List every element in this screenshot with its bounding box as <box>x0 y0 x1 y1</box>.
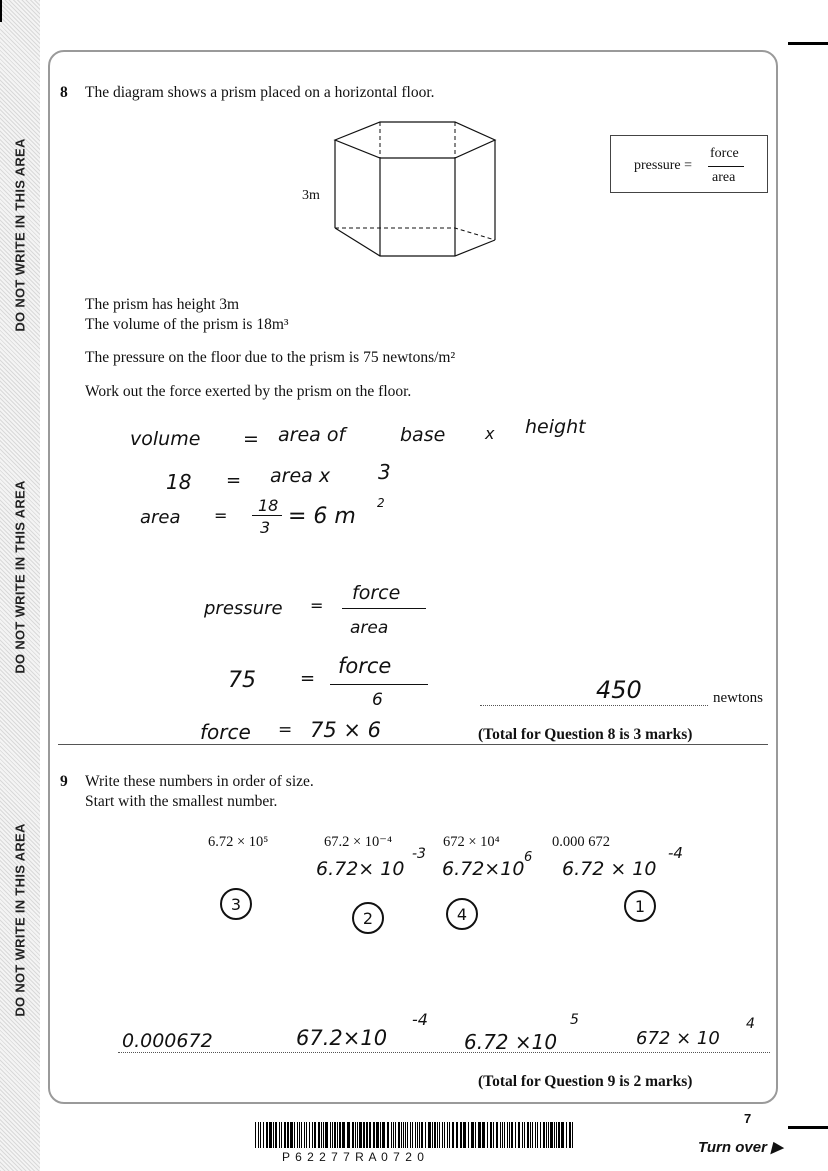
hw-p-force: force <box>352 582 401 604</box>
page-number: 7 <box>744 1111 752 1126</box>
q8-total-marks: (Total for Question 8 is 3 marks) <box>478 726 693 743</box>
q9-answer-3-exp: 5 <box>570 1012 579 1028</box>
formula-numerator: force <box>710 146 739 161</box>
q8-answer-unit: newtons <box>713 690 763 706</box>
hexagonal-prism-diagram <box>320 110 520 270</box>
hw-pressure: pressure <box>204 598 283 619</box>
hw-frac-den: 3 <box>260 518 271 537</box>
q8-line1: The prism has height 3m <box>85 296 240 313</box>
hw-p-bar <box>342 608 426 609</box>
prism-height-label: 3m <box>302 188 320 203</box>
hw-c3-exp: 6 <box>524 850 533 865</box>
q9-number: 9 <box>60 773 68 790</box>
margin-warning-bottom: DO NOT WRITE IN THIS AREA <box>12 823 28 1017</box>
hw-area-of: area of <box>278 424 346 446</box>
q9-total-marks: (Total for Question 9 is 2 marks) <box>478 1073 693 1090</box>
q8-line2: The volume of the prism is 18m³ <box>85 316 289 333</box>
hw-c2: 6.72× 10 <box>316 858 405 880</box>
hw-75x6: 75 × 6 <box>310 718 382 742</box>
q8-separator <box>58 744 768 745</box>
q9-number-3: 672 × 10⁴ <box>443 834 500 850</box>
q9-answer-4-exp: 4 <box>746 1016 755 1032</box>
hw-3: 3 <box>378 460 391 484</box>
hw-eq1: = <box>243 428 259 450</box>
hw-force: force <box>200 720 251 744</box>
hw-volume: volume <box>130 428 201 450</box>
hw-eq3: = <box>214 506 228 525</box>
formula-fraction-bar <box>708 166 744 167</box>
hw-p-area: area <box>350 618 389 638</box>
q9-number-4: 0.000 672 <box>552 834 610 850</box>
hw-area-x: area x <box>270 465 331 487</box>
rank-circle-1: 3 <box>220 888 252 920</box>
q9-answer-line <box>118 1052 770 1053</box>
hw-f-force: force <box>338 654 392 678</box>
turn-over: Turn over ▶ <box>698 1139 783 1156</box>
q8-line3: The pressure on the floor due to the prism is 75 newtons/m² <box>85 349 456 366</box>
q8-answer-value: 450 <box>596 676 642 704</box>
rank-circle-4: 1 <box>624 890 656 922</box>
q8-number: 8 <box>60 84 68 101</box>
hw-eq2: = <box>226 470 242 491</box>
hw-c4-exp: -4 <box>668 844 683 862</box>
q9-answer-2-exp: -4 <box>412 1010 428 1029</box>
crop-mark-top-right <box>788 42 828 45</box>
margin-warning-top: DO NOT WRITE IN THIS AREA <box>12 138 28 332</box>
hw-18: 18 <box>166 470 192 494</box>
barcode-text: P 6 2 2 7 7 R A 0 7 2 0 <box>282 1150 425 1164</box>
hw-f-6: 6 <box>372 690 383 710</box>
hw-area: area <box>140 507 181 528</box>
hw-f-bar <box>330 684 428 685</box>
hw-eq4: = <box>310 596 324 615</box>
hw-c4: 6.72 × 10 <box>562 858 657 880</box>
hw-frac-bar <box>252 515 282 516</box>
hw-frac-num: 18 <box>258 496 279 515</box>
q9-number-1: 6.72 × 10⁵ <box>208 834 269 850</box>
hw-c2-exp: -3 <box>412 846 426 862</box>
hw-eq6: = <box>278 720 293 740</box>
crop-mark-bottom-right <box>788 1126 828 1129</box>
formula-denominator: area <box>712 170 736 185</box>
hw-base: base <box>400 424 446 446</box>
q9-answer-4: 672 × 10 <box>636 1028 720 1049</box>
q8-answer-line <box>480 705 708 706</box>
crop-mark-top-left <box>0 0 2 22</box>
hw-height: height <box>525 416 586 438</box>
q8-line4: Work out the force exerted by the prism on the floor. <box>85 383 412 400</box>
q8-intro: The diagram shows a prism placed on a horizontal floor. <box>85 84 435 101</box>
q9-answer-2: 67.2×10 <box>296 1026 388 1050</box>
q9-number-2: 67.2 × 10⁻⁴ <box>324 834 393 850</box>
hw-area-result: = 6 m <box>288 504 356 529</box>
formula-lhs: pressure = <box>634 158 693 173</box>
margin-warning-middle: DO NOT WRITE IN THIS AREA <box>12 480 28 674</box>
rank-circle-2: 2 <box>352 902 384 934</box>
hw-75: 75 <box>228 668 256 693</box>
hw-area-sup: 2 <box>377 496 385 510</box>
q9-intro2: Start with the smallest number. <box>85 793 278 810</box>
q9-intro1: Write these numbers in order of size. <box>85 773 314 790</box>
q9-answer-3: 6.72 ×10 <box>464 1030 558 1054</box>
hw-c3: 6.72×10 <box>442 858 525 880</box>
hw-eq5: = <box>300 668 316 689</box>
barcode <box>255 1122 577 1152</box>
q9-answer-1: 0.000672 <box>122 1030 213 1052</box>
rank-circle-3: 4 <box>446 898 478 930</box>
hw-times1: x <box>485 424 495 443</box>
